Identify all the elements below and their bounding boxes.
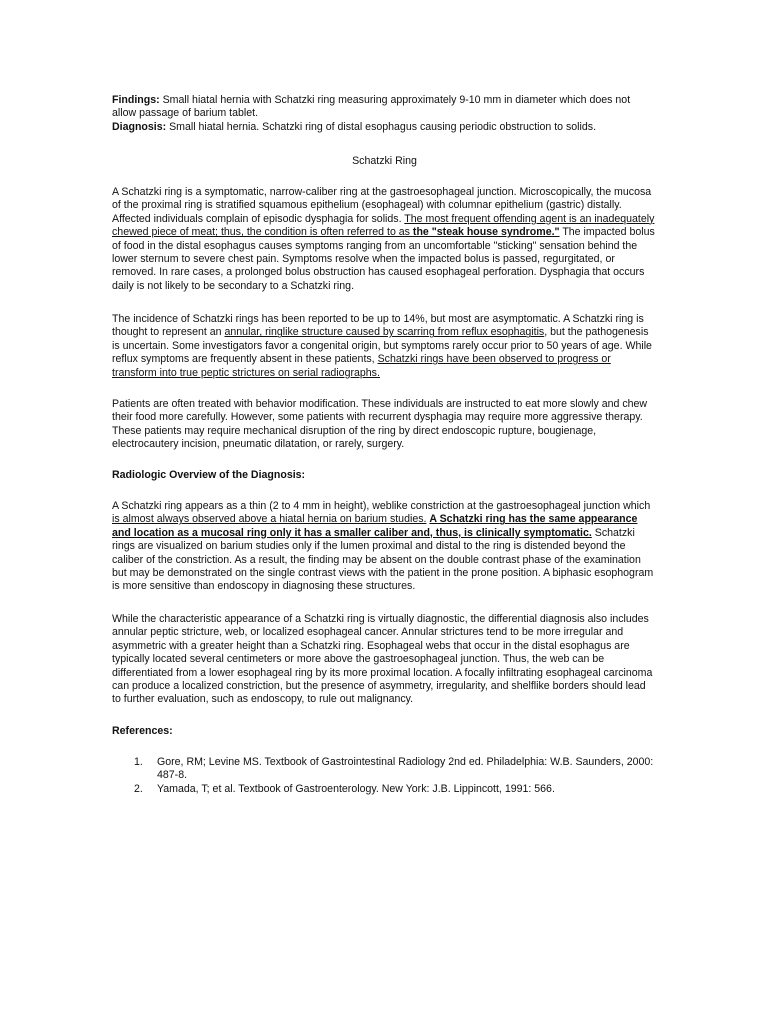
heading-radiologic-overview	[112, 469, 657, 482]
radiologic-heading: Radiologic Overview of the Diagnosis:	[112, 469, 306, 481]
p4-key-statement: A Schatzki ring has the same appearance and location as a mucosal ring only it has a smaller caliber and, thus, is clinically symptomatic.	[112, 513, 638, 539]
reference-number: 1.	[134, 756, 143, 768]
reference-text: Yamada, T; et al. Textbook of Gastroenterology. New York: J.B. Lippincott, 1991: 566.	[157, 782, 555, 795]
findings-text: Small hiatal hernia with Schatzki ring measuring approximately 9-10 mm in diameter which does not allow passage of barium tablet.	[112, 94, 631, 120]
reference-item	[112, 783, 657, 796]
p2-text-a: The incidence of Schatzki rings has been reported to be up to 14%, but most are asymptomatic. A Schatzki ring is thought to represent an	[112, 313, 644, 339]
p4-text-b: Schatzki rings are visualized on barium studies only if the lumen proximal and distal to the ring is distended beyond the caliber of the constriction. As a result, the finding may be absent on the double contrast phase of the examination but may be demonstrated on the single contrast views with the patient in the prone position. A biphasic esophogram is more sensitive than endoscopy in diagnosing these structures.	[112, 526, 654, 593]
p2-underline-1: annular, ringlike structure caused by scarring from reflux esophagitis	[224, 326, 545, 339]
paragraph-incidence	[112, 313, 657, 380]
p1-steakhouse-term: the "steak house syndrome."	[412, 226, 560, 239]
p1-text-b: The impacted bolus of food in the distal esophagus causes symptoms ranging from an uncomfortable "sticking" sensation behind the lower sternum to severe chest pain. Symptoms resolve when the impacted bolus is passed, regurgitated, or removed. In rare cases, a prolonged bolus obstruction has caused esophageal perforation. Dysphagia that occurs daily is not likely to be secondary to a Schatzki ring.	[112, 226, 655, 292]
paragraph-description	[112, 186, 657, 293]
p1-underline-1: The most frequent offending agent is an inadequately chewed piece of meat; thus, the condition is often referred to as	[112, 212, 655, 239]
p5-text: While the characteristic appearance of a Schatzki ring is virtually diagnostic, the differential diagnosis also includes annular peptic stricture, web, or localized esophageal cancer. Annular strictures tend to be more irregular and asymmetric with a greater height than a Schatzki ring. Esophageal webs that occur in the distal esophagus are typically located several centimeters or more above the gastroesophageal junction. Thus, the web can be differentiated from a lower esophageal ring by its more proximal location. A focally infiltrating esophageal carcinoma can produce a localized constriction, but the presence of asymmetry, irregularity, and shelflike borders should lead to further evaluation, such as endoscopy, to rule out malignancy.	[112, 613, 653, 706]
p4-text-a: A Schatzki ring appears as a thin (2 to 4 mm in height), weblike constriction at the gastroesophageal junction which	[112, 500, 651, 512]
reference-number: 2.	[134, 782, 143, 795]
p1-text-a: A Schatzki ring is a symptomatic, narrow-caliber ring at the gastroesophageal junction. Microscopically, the mucosa of the proximal ring is stratified squamous epithelium (esophageal) with columnar epithelium (gastric) distally. Affected individuals complain of episodic dysphagia for solids.	[112, 186, 652, 225]
p3-text: Patients are often treated with behavior modification. These individuals are instructed to eat more slowly and chew their food more carefully. However, some patients with recurrent dysphagia may require more aggressive therapy. These patients may require mechanical disruption of the ring by direct endoscopic rupture, bougienage, electrocautery incision, pneumatic dilatation, or rarely, surgery.	[112, 398, 648, 451]
diagnosis-label: Diagnosis:	[112, 120, 167, 133]
references-list	[112, 756, 657, 796]
document-title: Schatzki Ring	[352, 155, 417, 167]
p4-underline-1: is almost always observed above a hiatal hernia on barium studies.	[112, 513, 427, 526]
diagnosis-text: Small hiatal hernia. Schatzki ring of distal esophagus causing periodic obstruction to solids.	[166, 120, 597, 133]
references-heading: References:	[112, 725, 173, 737]
diagnosis-paragraph	[112, 121, 657, 134]
reference-text: Gore, RM; Levine MS. Textbook of Gastrointestinal Radiology 2nd ed. Philadelphia: W.B. Saunders, 2000: 487-8.	[157, 756, 654, 782]
findings-label: Findings:	[112, 94, 160, 106]
p2-underline-2: Schatzki rings have been observed to progress or transform into true peptic strictures on serial radiographs.	[112, 353, 611, 379]
paragraph-differential	[112, 613, 657, 707]
paragraph-treatment	[112, 398, 657, 452]
findings-paragraph	[112, 94, 657, 121]
paragraph-radiologic	[112, 500, 657, 594]
heading-references	[112, 725, 657, 738]
p2-text-b: , but the pathogenesis is uncertain. Some investigators favor a congenital origin, but symptoms rarely occur prior to 50 years of age. While reflux symptoms are frequently absent in these patients,	[112, 326, 652, 366]
reference-item	[112, 756, 657, 783]
findings-section	[112, 94, 657, 134]
